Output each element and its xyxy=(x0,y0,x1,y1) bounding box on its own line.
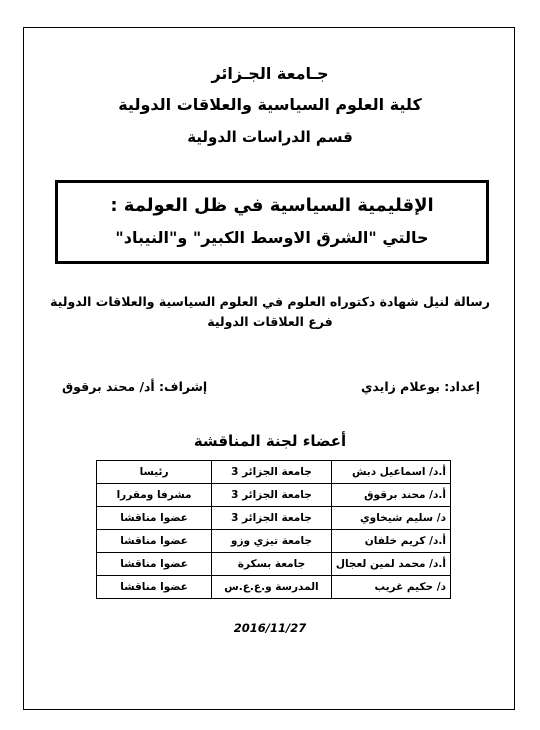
table-row xyxy=(97,553,451,576)
supervisor: إشراف: أد/ محند برقوق xyxy=(62,379,208,394)
member-role: رئيسا xyxy=(97,461,212,484)
table-row xyxy=(97,576,451,599)
member-university: جامعة بسكرة xyxy=(212,553,332,576)
thesis-title-box xyxy=(55,180,489,264)
member-university: المدرسة و.ع.ع.س xyxy=(212,576,332,599)
member-role: عضوا مناقشا xyxy=(97,507,212,530)
faculty-name: كلية العلوم السياسية والعلاقات الدولية xyxy=(118,95,422,114)
table-row xyxy=(97,484,451,507)
member-role: عضوا مناقشا xyxy=(97,553,212,576)
member-university: جامعة الجزائر 3 xyxy=(212,484,332,507)
degree-branch: فرع العلاقات الدولية xyxy=(207,314,333,329)
table-row xyxy=(97,530,451,553)
university-name: جـامعة الجـزائر xyxy=(211,64,329,83)
thesis-subtitle: حالتي "الشرق الاوسط الكبير" و"النيباد" xyxy=(115,228,429,247)
table-row xyxy=(97,507,451,530)
degree-statement: رسالة لنيل شهادة دكتوراه العلوم في العلوم السياسية والعلاقات الدولية xyxy=(50,294,490,309)
member-role: مشرفا ومقررا xyxy=(97,484,212,507)
member-university: جامعة الجزائر 3 xyxy=(212,507,332,530)
member-name: د/ سليم شيخاوي xyxy=(331,507,450,530)
member-name: أ.د/ كريم خلفان xyxy=(331,530,450,553)
member-university: جامعة تيزي وزو xyxy=(212,530,332,553)
member-name: أ.د/ محند برقوق xyxy=(331,484,450,507)
member-name: أ.د/ اسماعيل دبش xyxy=(331,461,450,484)
member-name: د/ حكيم غريب xyxy=(331,576,450,599)
prepared-by: إعداد: بوعلام زايدي xyxy=(360,379,480,394)
member-university: جامعة الجزائر 3 xyxy=(212,461,332,484)
defense-date: 2016/11/27 xyxy=(233,621,307,635)
committee-table xyxy=(96,460,451,599)
table-row xyxy=(97,461,451,484)
member-name: أ.د/ محمد لمين لعجال xyxy=(331,553,450,576)
committee-heading: أعضاء لجنة المناقشة xyxy=(193,432,347,450)
member-role: عضوا مناقشا xyxy=(97,576,212,599)
thesis-title: الإقليمية السياسية في ظل العولمة : xyxy=(110,195,434,216)
member-role: عضوا مناقشا xyxy=(97,530,212,553)
department-name: قسم الدراسات الدولية xyxy=(187,128,353,146)
